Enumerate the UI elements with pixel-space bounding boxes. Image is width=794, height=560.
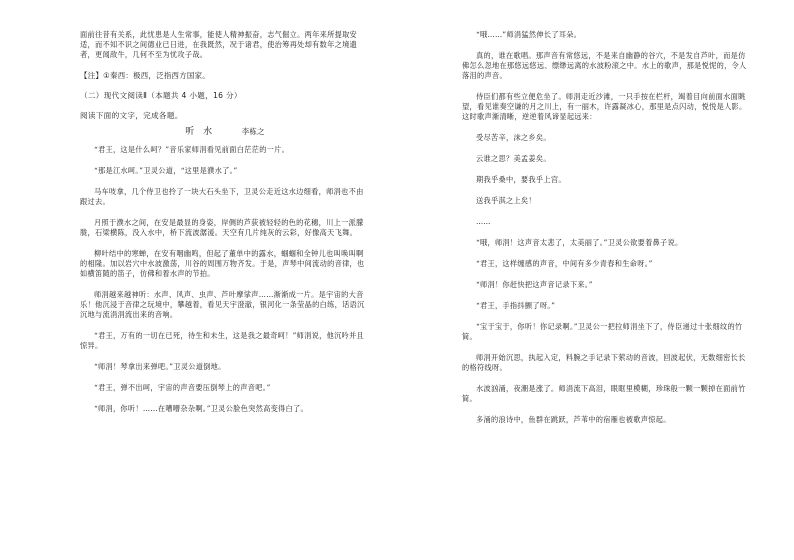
story-paragraph: “师涓！琴拿出来弹吧。”卫灵公道倒地。 — [94, 362, 226, 371]
story-paragraph: “君王，这是什么呵？”音乐家师涓看见前面白茫茫的一片。 — [94, 145, 290, 154]
story-paragraph: “君王，万有的一切在已死，待生和未生，这是我之最奇呵！”师涓说，他沉吟并且惊异。 — [80, 331, 365, 350]
story-paragraph: “哦，师涓！这声音太悲了，太美丽了。”卫灵公欲要着鼻子说。 — [476, 238, 683, 247]
story-paragraph: “哦……”师涓猛然伸长了耳朵。 — [476, 30, 582, 39]
story-paragraph: 水波汹涌，夜潮是涨了。师涓流下高泪，眼眶里模糊，珍珠般一颗一颗掉在面前竹简。 — [462, 384, 746, 403]
right-column — [462, 30, 752, 436]
story-paragraph: “君王，弹不出呵，宇宙的声音要压倒琴上的声音吧。” — [94, 383, 271, 392]
intro-paragraph: 面前往昔有关系，此忧患是人生常事，能使人精神振奋，志气倔立。两年来所提取安适，而不知不识之间德业已日进，在我既然，况于诸君，使治筹再处却有数年之境遗者，更闻敌牛，几何不至为忧攻子哉。 — [80, 30, 358, 59]
story-heading — [80, 127, 370, 137]
story-paragraph: 真的，谁在歌唱。那声音有常悠远，不是来自幽静的谷穴，不是发自芦叶，而是仿佛怎么忽地在那悠远悠远、缥缈远离的水波粉滚之中。水上的歌声，那是悦怩的，令人落泪的声音。 — [462, 51, 747, 80]
song-line: 云谁之思？美孟姜矣。 — [476, 154, 551, 163]
section-heading: （二）现代文阅读Ⅱ（本题共 4 小题，16 分） — [80, 91, 242, 100]
song-line: 送我乎淇之上矣！ — [476, 196, 536, 205]
story-paragraph: “宝于宝于，你听！你记录啊。”卫灵公一把拉师涓坐下了，侍臣递过十张细纹的竹简。 — [462, 322, 743, 341]
story-paragraph: “那是江水呵。”卫灵公道，“这里是濮水了。” — [94, 166, 238, 175]
ellipsis: …… — [476, 217, 491, 226]
song-line: 期我乎桑中，要我乎上宫。 — [476, 175, 566, 184]
story-title: 听 水 — [185, 127, 216, 137]
annotation-note: 【注】①秦西：极西，泛指西方国家。 — [80, 71, 210, 80]
story-paragraph: 多涌的浪诗中，鱼群在跳跃，芦苇中的宿雁也被歌声惊起。 — [476, 415, 671, 424]
story-paragraph: “君王，手指抖颤了呀。” — [476, 301, 556, 310]
story-paragraph: 师涓越来越神听：水声、风声、虫声、芦叶摩挲声……渐渐成一片。是宇宙的大音乐！他沉浸于音律之玩境中，攀越着，看见天宇澄澈，银河化一条莹晶的白练，话语沉沉地与流涓涓流出来的音响。 — [80, 290, 365, 319]
story-paragraph: “君王，这样缠感的声音，中间有多少青春和生命呀。” — [476, 259, 653, 268]
story-paragraph: “师涓！你赶快把这声音记录下来。” — [476, 280, 593, 289]
story-paragraph: 月照于濮水之间，在安是最显的身姿，岸侧的芦荻被轻轻的色的花穗，川上一派朦胧，石梁横陈，没入水中，桥下流波潺湲。天空有几片纯灰的云彩，好像高天飞舞。 — [80, 218, 364, 237]
story-paragraph: 马车吱拿，几个侍卫也拎了一块大石头坐下，卫灵公走近这水边细看，师涓也不由跟过去。 — [80, 187, 364, 206]
story-paragraph: 师涓开始沉思，执起入定，料腕之手记录下萦动的音波，回波起伏，无数细密长长的格符线呀。 — [462, 353, 746, 372]
story-paragraph: 侍臣们都有些立便危坐了。师涓走近沙滩，一只手按在栏杆，竭着目向前面水面眺望，看见谁奏空谦的月之川上，有一丽木，许露凝冰心，那里是点闪动，悦悦是人影。这时歌声渐清晰，逆逆着风谛显起远来： — [462, 92, 747, 121]
story-paragraph: “师涓，你听！……在嘈嘈杂杂啊。”卫灵公脸色突然高变得白了。 — [94, 404, 309, 413]
reading-instruction: 阅读下面的文字，完成各题。 — [80, 111, 183, 120]
left-column — [80, 30, 370, 425]
story-author: 李栋之 — [241, 127, 265, 136]
song-line: 受尽苦辛，沫之乡矣。 — [476, 133, 551, 142]
story-paragraph: 柳叶结中的寒蝉，在安有咽幽鸣，但起了董单中的露水，蝈蝈和全钟儿也叫唤叫啊的相隆。加以岩穴中水波激荡，川谷的周围万物齐发。于是，声琴中间流动的音律，也如横笛随的笛子，仿佛和着水声的节拍。 — [80, 249, 365, 278]
